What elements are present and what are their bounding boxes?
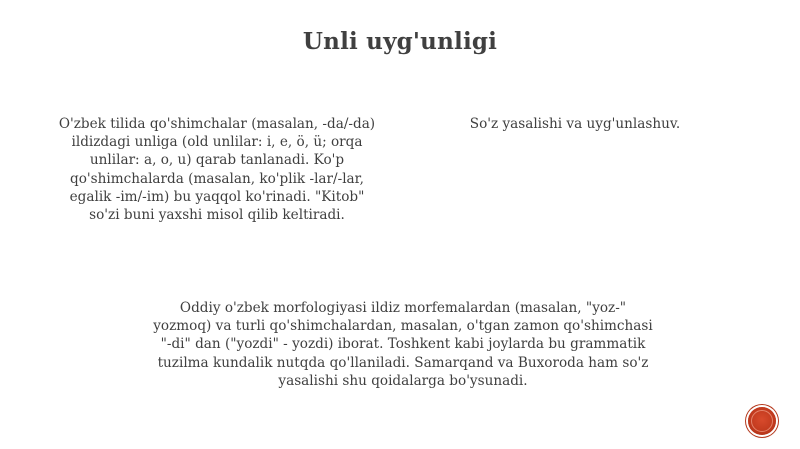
slide-title: Unli uyg'unligi bbox=[302, 28, 498, 55]
next-slide-button[interactable] bbox=[748, 407, 776, 435]
bottom-text-block: Oddiy o'zbek morfologiyasi ildiz morfemalardan (masalan, "yoz-" yozmoq) va turli qo'shimchalardan, masalan, o'tgan zamon qo'shimchasi "-di" dan ("yozdi" - yozdi) iborat. Toshkent kabi joylarda bu grammatik tuzilma kundalik nutqda qo'llaniladi. Samarqand va Buxoroda ham so'z yasalishi shu qoidalarga bo'ysunadi. bbox=[153, 300, 653, 389]
red-circle-nav-button-icon bbox=[751, 410, 773, 432]
right-text-block: So'z yasalishi va uyg'unlashuv. bbox=[469, 116, 681, 132]
left-text-block: O'zbek tilida qo'shimchalar (masalan, -da/-da) ildizdagi unliga (old unlilar: i, e, ö, ü; orqa unlilar: a, o, u) qarab tanlanadi. Ko'p qo'shimchalarda (masalan, ko'plik -lar/-lar, egalik -im/-im) bu yaqqol ko'rinadi. "Kitob" so'zi buni yaxshi misol qilib keltiradi. bbox=[58, 116, 376, 224]
